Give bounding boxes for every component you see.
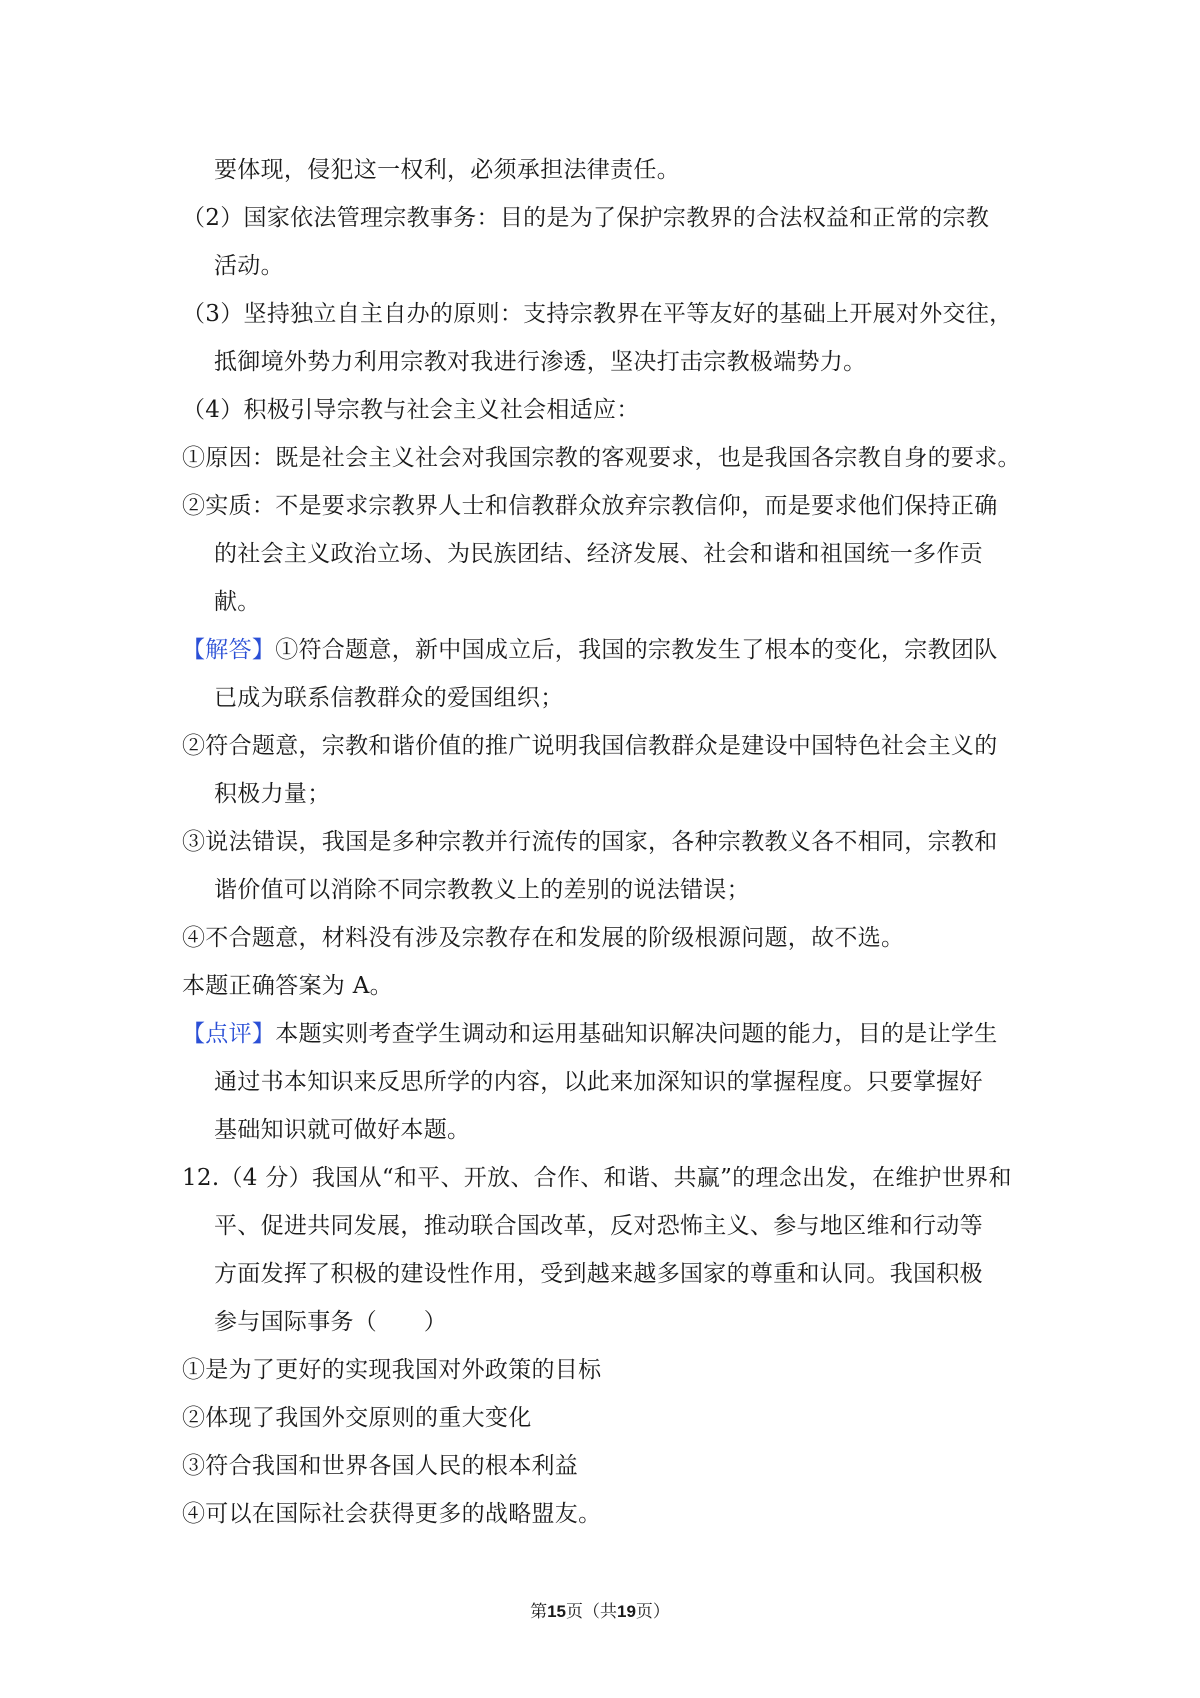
text-line: 抵御境外势力利用宗教对我进行渗透，坚决打击宗教极端势力。 [214, 349, 867, 375]
answer-text: ①符合题意，新中国成立后，我国的宗教发生了根本的变化，宗教团队 [275, 637, 998, 663]
comment-text: 本题实则考查学生调动和运用基础知识解决问题的能力，目的是让学生 [275, 1021, 998, 1047]
footer-page-number: 15 [547, 1602, 566, 1621]
text-line: ②符合题意，宗教和谐价值的推广说明我国信教群众是建设中国特色社会主义的 [182, 733, 998, 759]
footer-middle: 页（共 [566, 1602, 617, 1622]
text-line: 要体现，侵犯这一权利，必须承担法律责任。 [214, 157, 680, 183]
text-line: 基础知识就可做好本题。 [214, 1117, 471, 1143]
text-line: 方面发挥了积极的建设性作用，受到越来越多国家的尊重和认同。我国积极 [214, 1261, 983, 1287]
option-item: ③符合我国和世界各国人民的根本利益 [182, 1453, 579, 1479]
text-line: （3）坚持独立自主自办的原则：支持宗教界在平等友好的基础上开展对外交往， [182, 301, 1013, 327]
page-body [182, 146, 1027, 1538]
footer-suffix: 页） [635, 1602, 670, 1622]
text-line: ③说法错误，我国是多种宗教并行流传的国家，各种宗教教义各不相同，宗教和 [182, 829, 998, 855]
comment-tag: 【点评】 [182, 1021, 276, 1047]
answer-result: 本题正确答案为 A。 [182, 973, 393, 999]
text-line: ④不合题意，材料没有涉及宗教存在和发展的阶级根源问题，故不选。 [182, 925, 905, 951]
answer-line [182, 626, 1027, 674]
footer-total-pages: 19 [617, 1602, 636, 1621]
text-line: 活动。 [214, 253, 284, 279]
text-line: 已成为联系信教群众的爱国组织； [214, 685, 564, 711]
text-line: 的社会主义政治立场、为民族团结、经济发展、社会和谐和祖国统一多作贡 [214, 541, 983, 567]
text-line: 谐价值可以消除不同宗教教义上的差别的说法错误； [214, 877, 750, 903]
comment-line [182, 1010, 1027, 1058]
text-line: 参与国际事务（ ） [214, 1309, 447, 1335]
text-line: 积极力量； [214, 781, 331, 807]
option-item: ④可以在国际社会获得更多的战略盟友。 [182, 1501, 602, 1527]
text-line: 献。 [214, 589, 261, 615]
footer-prefix: 第 [530, 1602, 548, 1622]
option-item: ①是为了更好的实现我国对外政策的目标 [182, 1357, 602, 1383]
text-line: ②实质：不是要求宗教界人士和信教群众放弃宗教信仰，而是要求他们保持正确 [182, 493, 998, 519]
text-line: （4）积极引导宗教与社会主义社会相适应： [182, 397, 640, 423]
page-footer [0, 1597, 1200, 1622]
option-item: ②体现了我国外交原则的重大变化 [182, 1405, 532, 1431]
text-line: ①原因：既是社会主义社会对我国宗教的客观要求，也是我国各宗教自身的要求。 [182, 445, 1021, 471]
text-line: 通过书本知识来反思所学的内容，以此来加深知识的掌握程度。只要掌握好 [214, 1069, 983, 1095]
text-line: 平、促进共同发展，推动联合国改革，反对恐怖主义、参与地区维和行动等 [214, 1213, 983, 1239]
question-12-stem: 12.（4 分）我国从“和平、开放、合作、和谐、共赢”的理念出发，在维护世界和 [182, 1165, 1012, 1191]
text-line: （2）国家依法管理宗教事务：目的是为了保护宗教界的合法权益和正常的宗教 [182, 205, 990, 231]
answer-tag: 【解答】 [182, 637, 276, 663]
